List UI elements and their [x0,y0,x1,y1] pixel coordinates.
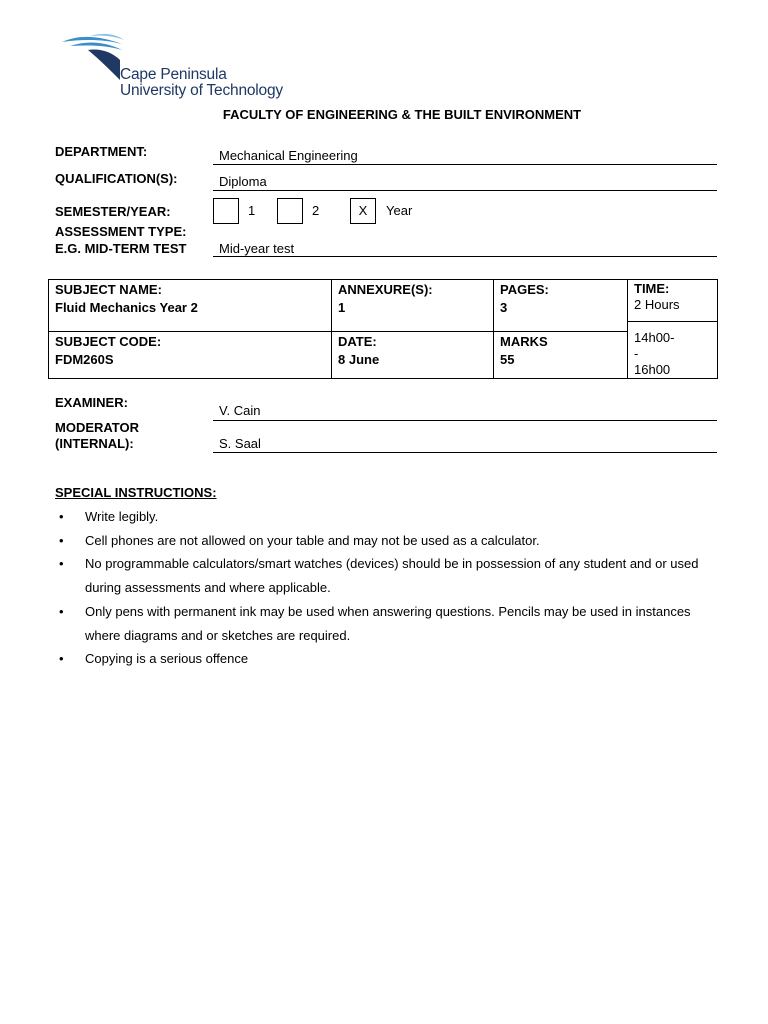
semester-label: SEMESTER/YEAR: [55,204,171,219]
list-item: • Only pens with permanent ink may be used when answering questions. Pencils may be used in instances where diagrams and or sketches are required. [55,600,715,647]
time-end: 16h00 [634,362,671,377]
subject-name-value: Fluid Mechanics Year 2 [55,300,198,315]
assessment-example-label: E.G. MID-TERM TEST [55,241,187,256]
marks-cell [494,331,628,378]
logo-text-line2: University of Technology [120,82,283,99]
qualification-underline [213,190,717,191]
subject-details-table [48,279,718,379]
subject-code-value: FDM260S [55,351,114,367]
special-instructions-title: SPECIAL INSTRUCTIONS: [55,485,217,500]
marks-label: MARKS [500,333,548,349]
semester-2-label: 2 [312,203,320,218]
annexure-label: ANNEXURE(S): [338,282,433,297]
date-cell [332,331,494,378]
special-instructions-list [55,505,715,671]
examiner-label: EXAMINER: [55,395,128,410]
bullet-icon: • [59,509,64,524]
time-cell [628,280,718,379]
bullet-icon: • [59,603,64,619]
time-dash: - [634,346,639,361]
semester-year-checkbox: X [350,198,376,224]
logo-text-line1: Cape Peninsula [120,66,227,83]
list-item: • Copying is a serious offence [55,647,715,671]
list-item: • Write legibly. [55,505,715,529]
qualification-value: Diploma [219,174,267,189]
date-label: DATE: [338,333,377,349]
bullet-icon: • [59,651,64,667]
subject-code-label: SUBJECT CODE: [55,333,162,349]
time-start: 14h00- [634,330,675,345]
annexure-cell [332,280,494,332]
examiner-value: V. Cain [219,403,261,418]
subject-code-cell [49,331,332,378]
time-duration: 2 Hours [634,297,680,312]
moderator-internal-label: (INTERNAL): [55,436,134,451]
department-label: DEPARTMENT: [55,144,148,159]
pages-cell [494,280,628,332]
semester-year-label: Year [386,203,413,218]
bullet-icon: • [59,532,64,548]
list-item: • Cell phones are not allowed on your table and may not be used as a calculator. [55,529,715,553]
moderator-value: S. Saal [219,436,261,451]
department-underline [213,164,717,165]
qualification-label: QUALIFICATION(S): [55,171,178,186]
moderator-label: MODERATOR [55,420,140,435]
examiner-underline [213,420,717,421]
marks-value: 55 [500,351,515,367]
assessment-value: Mid-year test [219,241,295,256]
semester-2-checkbox [277,198,303,224]
annexure-value: 1 [338,300,346,315]
semester-1-label: 1 [248,203,256,218]
time-label: TIME: [634,281,670,296]
subject-name-cell [49,280,332,332]
date-value: 8 June [338,351,380,367]
pages-value: 3 [500,300,508,315]
faculty-title: FACULTY OF ENGINEERING & THE BUILT ENVIRONMENT [222,107,582,122]
assessment-underline [213,256,717,257]
semester-1-checkbox [213,198,239,224]
department-value: Mechanical Engineering [219,148,358,163]
pages-label: PAGES: [500,282,549,297]
assessment-type-label: ASSESSMENT TYPE: [55,224,187,239]
list-item: • No programmable calculators/smart watches (devices) should be in possession of any student and or used during assessments and where applicable. [55,552,715,599]
subject-name-label: SUBJECT NAME: [55,282,162,297]
moderator-underline [213,452,717,453]
bullet-icon: • [59,556,64,572]
time-cell-divider [628,313,717,322]
